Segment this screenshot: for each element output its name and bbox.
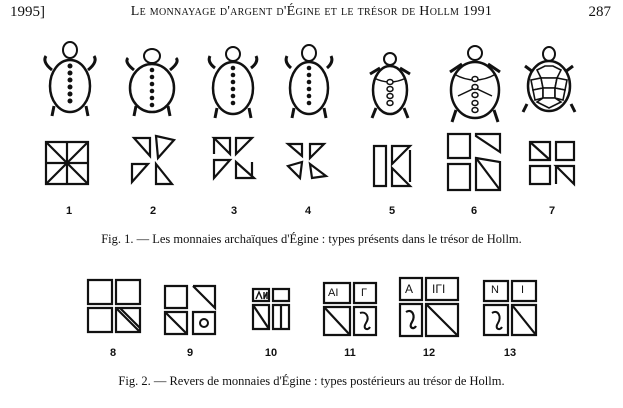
reverse-square-13 — [482, 279, 538, 337]
figure-1-caption: Fig. 1. — Les monnaies archaïques d'Égine : types présents dans le trésor de Hollm. — [101, 232, 522, 246]
figure-number: 6 — [470, 205, 478, 217]
incuse-square-1 — [44, 140, 90, 186]
running-title: Le monnayage d'argent d'Égine et le trésor de Hollm 1991 — [130, 4, 493, 19]
figure-number: 12 — [422, 347, 436, 359]
inscription-text: A — [405, 282, 414, 296]
inscription-text: N — [491, 284, 499, 296]
figure-number: 8 — [109, 347, 117, 359]
figure-number: 7 — [548, 205, 556, 217]
incuse-square-3 — [212, 136, 256, 182]
inscription-text: I — [521, 284, 525, 296]
reverse-square-11 — [322, 281, 378, 337]
turtle-5-drawing — [366, 52, 414, 122]
figure-number: 2 — [149, 205, 157, 217]
figure-number: 10 — [264, 347, 278, 359]
reverse-square-9 — [163, 284, 217, 336]
turtle-1-drawing — [44, 40, 96, 118]
incuse-square-4 — [286, 142, 328, 182]
turtle-3-drawing — [207, 46, 259, 122]
turtle-2-drawing — [124, 48, 180, 120]
figure-number: 4 — [304, 205, 312, 217]
incuse-square-5 — [372, 144, 412, 188]
inscription-text: Γ — [361, 287, 368, 299]
inscription-text: IΓI — [432, 282, 446, 296]
incuse-square-2 — [128, 134, 178, 188]
turtle-6-drawing — [444, 44, 506, 124]
figure-number: 11 — [344, 347, 356, 359]
figure-number: 1 — [65, 205, 73, 217]
figure-number: 13 — [503, 347, 517, 359]
reverse-square-12 — [398, 276, 460, 338]
figure-number: 9 — [186, 347, 194, 359]
reverse-square-10 — [251, 287, 291, 331]
turtle-4-drawing — [284, 44, 334, 120]
page-number: 287 — [588, 4, 611, 20]
header-year: 1995] — [10, 4, 45, 20]
figure-number: 3 — [230, 205, 238, 217]
turtle-7-drawing — [521, 46, 577, 120]
figure-number: 5 — [388, 205, 396, 217]
incuse-square-6 — [446, 132, 502, 192]
reverse-square-8 — [86, 278, 142, 334]
incuse-square-7 — [528, 140, 576, 186]
figure-2-caption: Fig. 2. — Revers de monnaies d'Égine : types postérieurs au trésor de Hollm. — [118, 374, 505, 388]
inscription-text: AI — [328, 287, 339, 299]
